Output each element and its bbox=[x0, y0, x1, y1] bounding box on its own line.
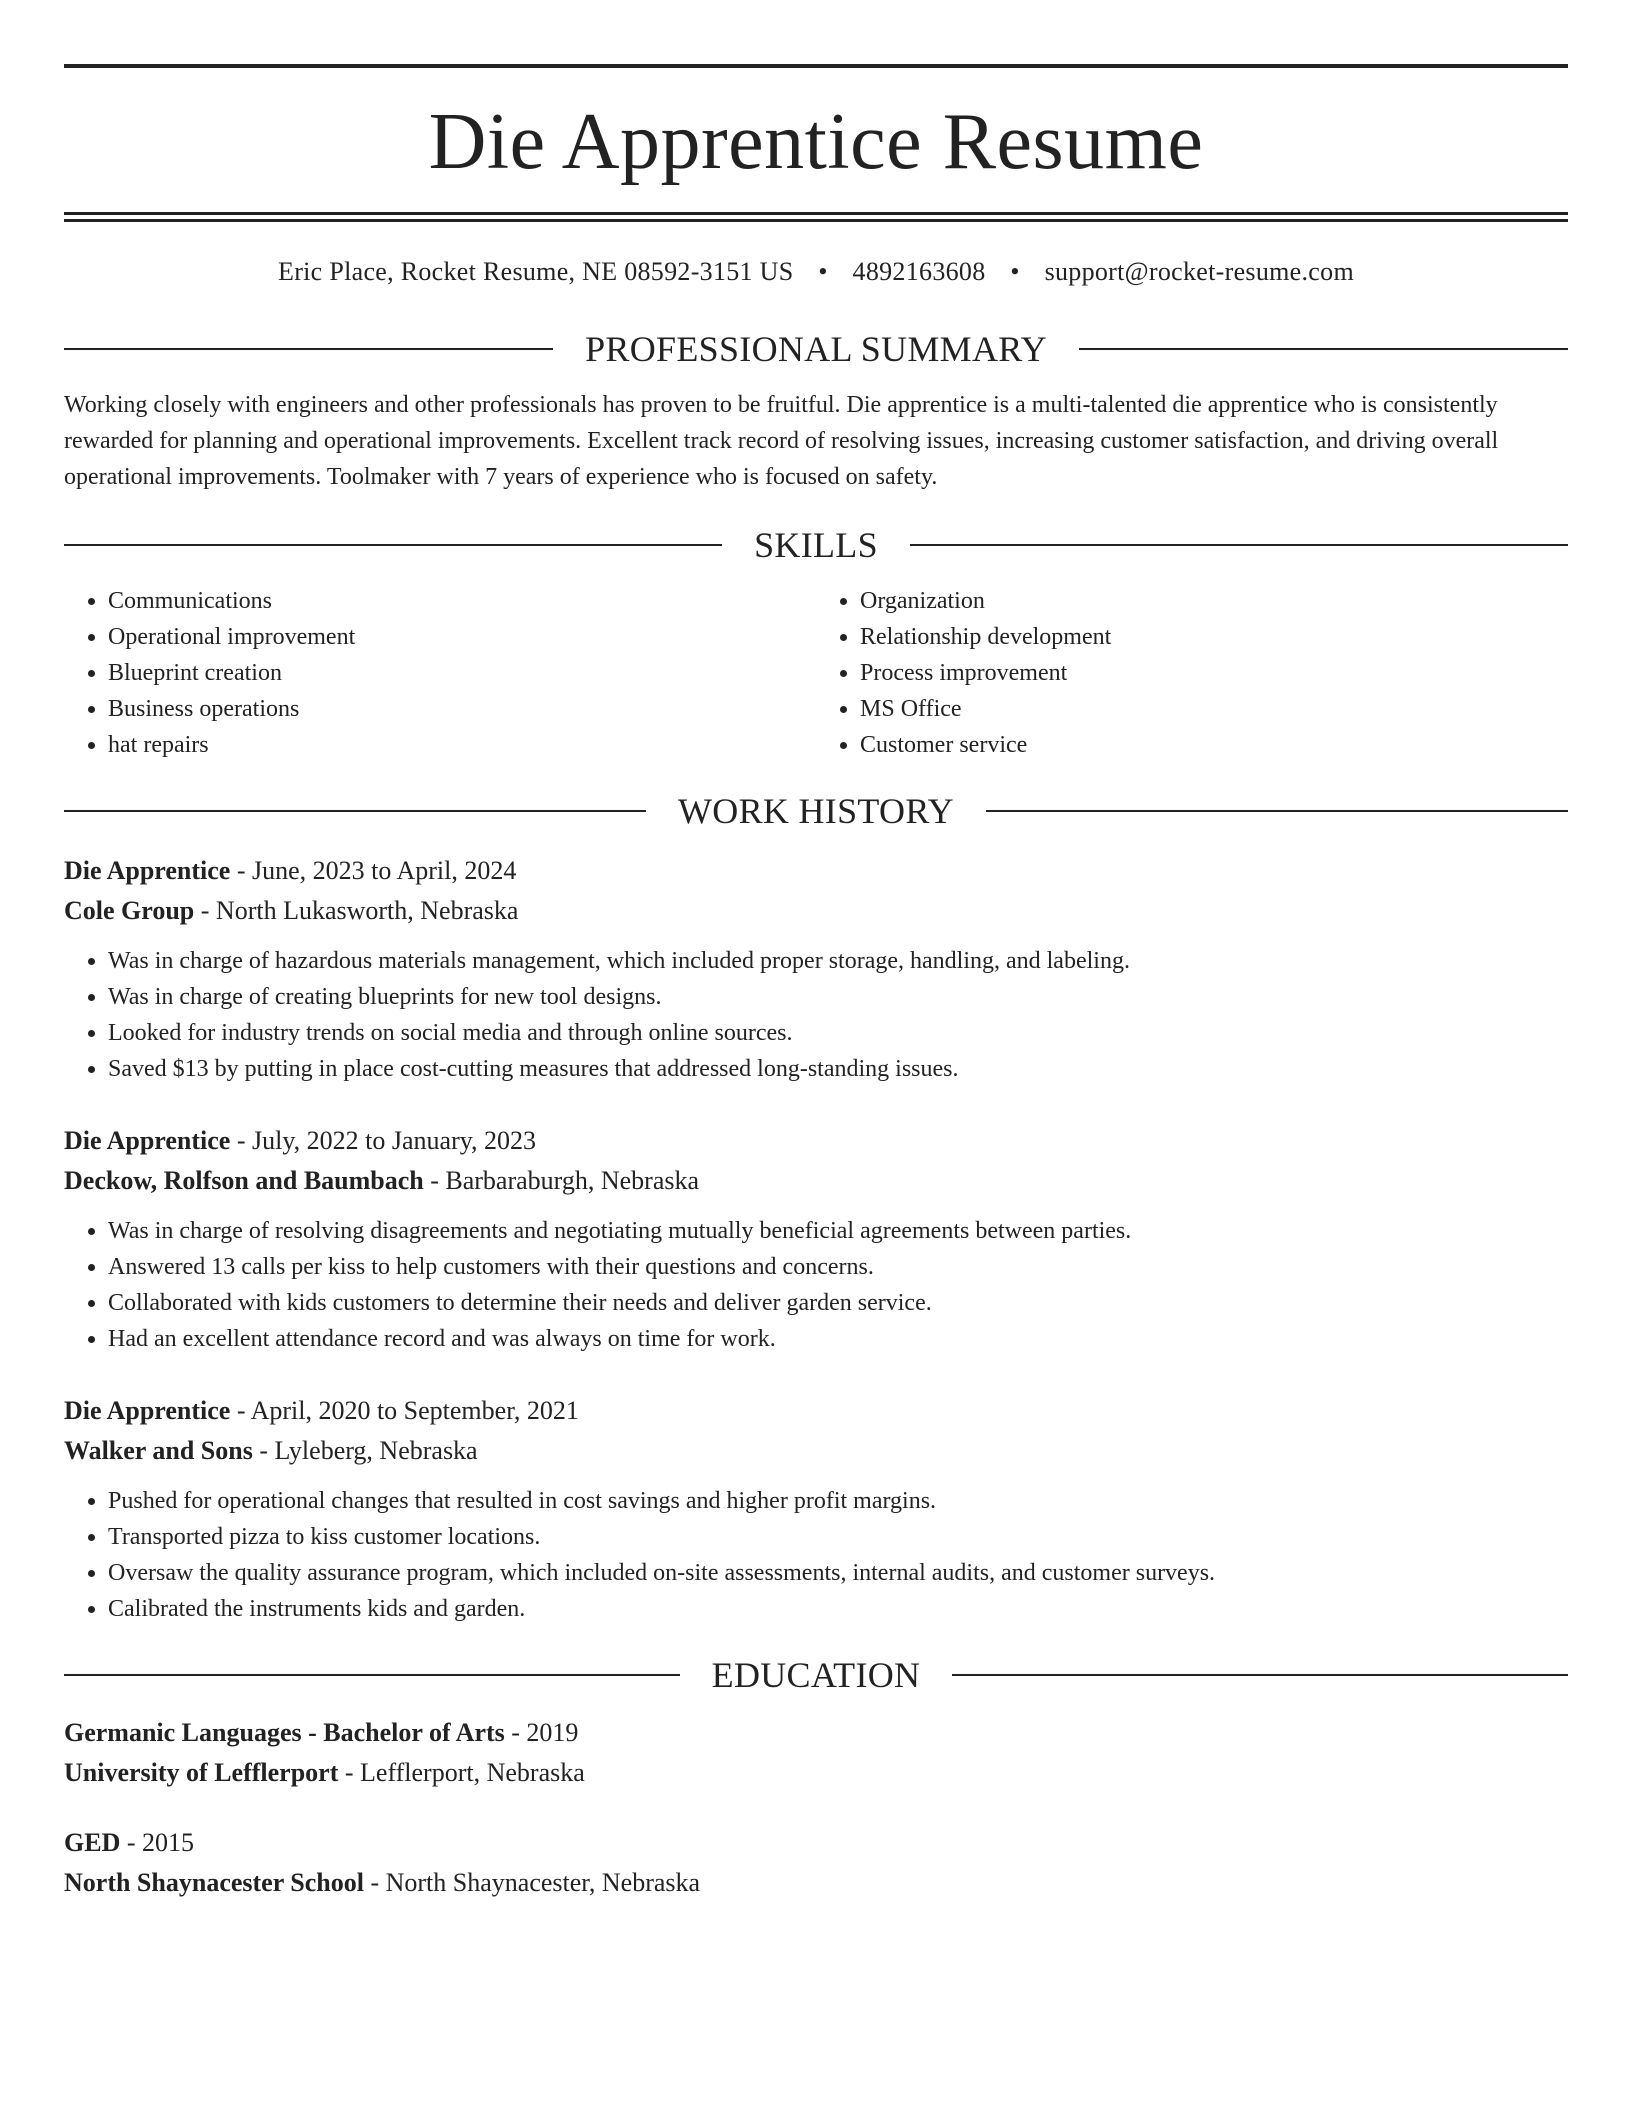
contact-separator: • bbox=[818, 257, 828, 286]
job-title-line bbox=[64, 1391, 1568, 1431]
education-heading: EDUCATION bbox=[711, 1655, 921, 1695]
contact-line bbox=[64, 259, 1568, 285]
education-degree-line bbox=[64, 1823, 1568, 1863]
job-bullet: • Was in charge of hazardous materials management, which included proper storage, handling, and labeling. bbox=[108, 943, 1568, 979]
heading-rule-right bbox=[952, 1674, 1568, 1676]
job-bullets bbox=[64, 1213, 1568, 1357]
education-degree: Germanic Languages - Bachelor of Arts bbox=[64, 1718, 505, 1747]
education-school: North Shaynacester School bbox=[64, 1868, 364, 1897]
job-bullet: • Pushed for operational changes that resulted in cost savings and higher profit margins. bbox=[108, 1483, 1568, 1519]
skill-item: • Process improvement bbox=[860, 655, 1568, 691]
job-entry bbox=[64, 1121, 1568, 1357]
job-bullets bbox=[64, 1483, 1568, 1627]
job-title: Die Apprentice bbox=[64, 1126, 231, 1155]
skill-item: • Communications bbox=[108, 583, 816, 619]
education-school-line bbox=[64, 1753, 1568, 1793]
education-school-line bbox=[64, 1863, 1568, 1903]
job-bullet: • Answered 13 calls per kiss to help customers with their questions and concerns. bbox=[108, 1249, 1568, 1285]
education-location: - Lefflerport, Nebraska bbox=[338, 1758, 585, 1787]
contact-email[interactable]: support@rocket-resume.com bbox=[1044, 257, 1354, 286]
work-section-heading bbox=[64, 793, 1568, 829]
education-location: - North Shaynacester, Nebraska bbox=[363, 1868, 701, 1897]
heading-rule-right bbox=[910, 544, 1568, 546]
heading-rule-left bbox=[64, 1674, 680, 1676]
skills-column-left bbox=[64, 583, 816, 763]
resume-title: Die Apprentice Resume bbox=[428, 98, 1204, 186]
title-double-rule bbox=[64, 212, 1568, 222]
job-bullet: • Collaborated with kids customers to determine their needs and deliver garden service. bbox=[108, 1285, 1568, 1321]
job-dates: - June, 2023 to April, 2024 bbox=[230, 856, 517, 885]
heading-rule-left bbox=[64, 348, 553, 350]
education-degree: GED bbox=[64, 1828, 121, 1857]
job-bullets bbox=[64, 943, 1568, 1087]
skill-item: • hat repairs bbox=[108, 727, 816, 763]
job-company: Walker and Sons bbox=[64, 1436, 253, 1465]
education-year: - 2019 bbox=[504, 1718, 579, 1747]
education-year: - 2015 bbox=[120, 1828, 195, 1857]
heading-rule-left bbox=[64, 810, 646, 812]
job-bullet: • Was in charge of creating blueprints for new tool designs. bbox=[108, 979, 1568, 1015]
job-company-line bbox=[64, 1161, 1568, 1201]
resume-page bbox=[64, 64, 1568, 1933]
skill-item: • Customer service bbox=[860, 727, 1568, 763]
summary-heading: PROFESSIONAL SUMMARY bbox=[585, 329, 1047, 369]
job-bullet: • Was in charge of resolving disagreements and negotiating mutually beneficial agreements between parties. bbox=[108, 1213, 1568, 1249]
job-bullet: • Looked for industry trends on social media and through online sources. bbox=[108, 1015, 1568, 1051]
skills-heading: SKILLS bbox=[754, 525, 878, 565]
skills-section-heading bbox=[64, 527, 1568, 563]
job-entry bbox=[64, 851, 1568, 1087]
skill-item: • MS Office bbox=[860, 691, 1568, 727]
heading-rule-right bbox=[986, 810, 1568, 812]
job-dates: - April, 2020 to September, 2021 bbox=[230, 1396, 579, 1425]
work-heading: WORK HISTORY bbox=[678, 791, 954, 831]
job-location: - Lyleberg, Nebraska bbox=[252, 1436, 478, 1465]
job-company: Deckow, Rolfson and Baumbach bbox=[64, 1166, 424, 1195]
education-section-heading bbox=[64, 1657, 1568, 1693]
job-bullet: • Had an excellent attendance record and was always on time for work. bbox=[108, 1321, 1568, 1357]
skill-item: • Operational improvement bbox=[108, 619, 816, 655]
contact-separator: • bbox=[1010, 257, 1020, 286]
skills-column-right bbox=[816, 583, 1568, 763]
job-bullet: • Calibrated the instruments kids and garden. bbox=[108, 1591, 1568, 1627]
education-entry bbox=[64, 1823, 1568, 1903]
job-location: - North Lukasworth, Nebraska bbox=[194, 896, 519, 925]
skill-item: • Business operations bbox=[108, 691, 816, 727]
education-school: University of Lefflerport bbox=[64, 1758, 339, 1787]
job-company: Cole Group bbox=[64, 896, 195, 925]
heading-rule-right bbox=[1079, 348, 1568, 350]
job-title: Die Apprentice bbox=[64, 856, 231, 885]
job-company-line bbox=[64, 891, 1568, 931]
job-entry bbox=[64, 1391, 1568, 1627]
job-title: Die Apprentice bbox=[64, 1396, 231, 1425]
skills-list bbox=[64, 583, 1568, 763]
contact-address: Eric Place, Rocket Resume, NE 08592-3151 US bbox=[278, 257, 794, 286]
skill-item: • Relationship development bbox=[860, 619, 1568, 655]
heading-rule-left bbox=[64, 544, 722, 546]
job-dates: - July, 2022 to January, 2023 bbox=[230, 1126, 537, 1155]
job-bullet: • Oversaw the quality assurance program, which included on-site assessments, internal audits, and customer surveys. bbox=[108, 1555, 1568, 1591]
education-degree-line bbox=[64, 1713, 1568, 1753]
job-bullet: • Transported pizza to kiss customer locations. bbox=[108, 1519, 1568, 1555]
skill-item: • Organization bbox=[860, 583, 1568, 619]
education-entry bbox=[64, 1713, 1568, 1793]
job-company-line bbox=[64, 1431, 1568, 1471]
skill-item: • Blueprint creation bbox=[108, 655, 816, 691]
summary-section-heading bbox=[64, 331, 1568, 367]
contact-phone[interactable]: 4892163608 bbox=[852, 257, 986, 286]
job-title-line bbox=[64, 1121, 1568, 1161]
job-title-line bbox=[64, 851, 1568, 891]
job-location: - Barbaraburgh, Nebraska bbox=[423, 1166, 700, 1195]
job-bullet: • Saved $13 by putting in place cost-cutting measures that addressed long-standing issues. bbox=[108, 1051, 1568, 1087]
summary-text: Working closely with engineers and other professionals has proven to be fruitful. Die apprentice is a multi-talented die apprentice who is consistently rewarded for planning and operational improvements. Excellent track record of resolving issues, increasing customer satisfaction, and driving overall operational improvements. Toolmaker with 7 years of experience who is focused on safety. bbox=[64, 392, 1499, 490]
